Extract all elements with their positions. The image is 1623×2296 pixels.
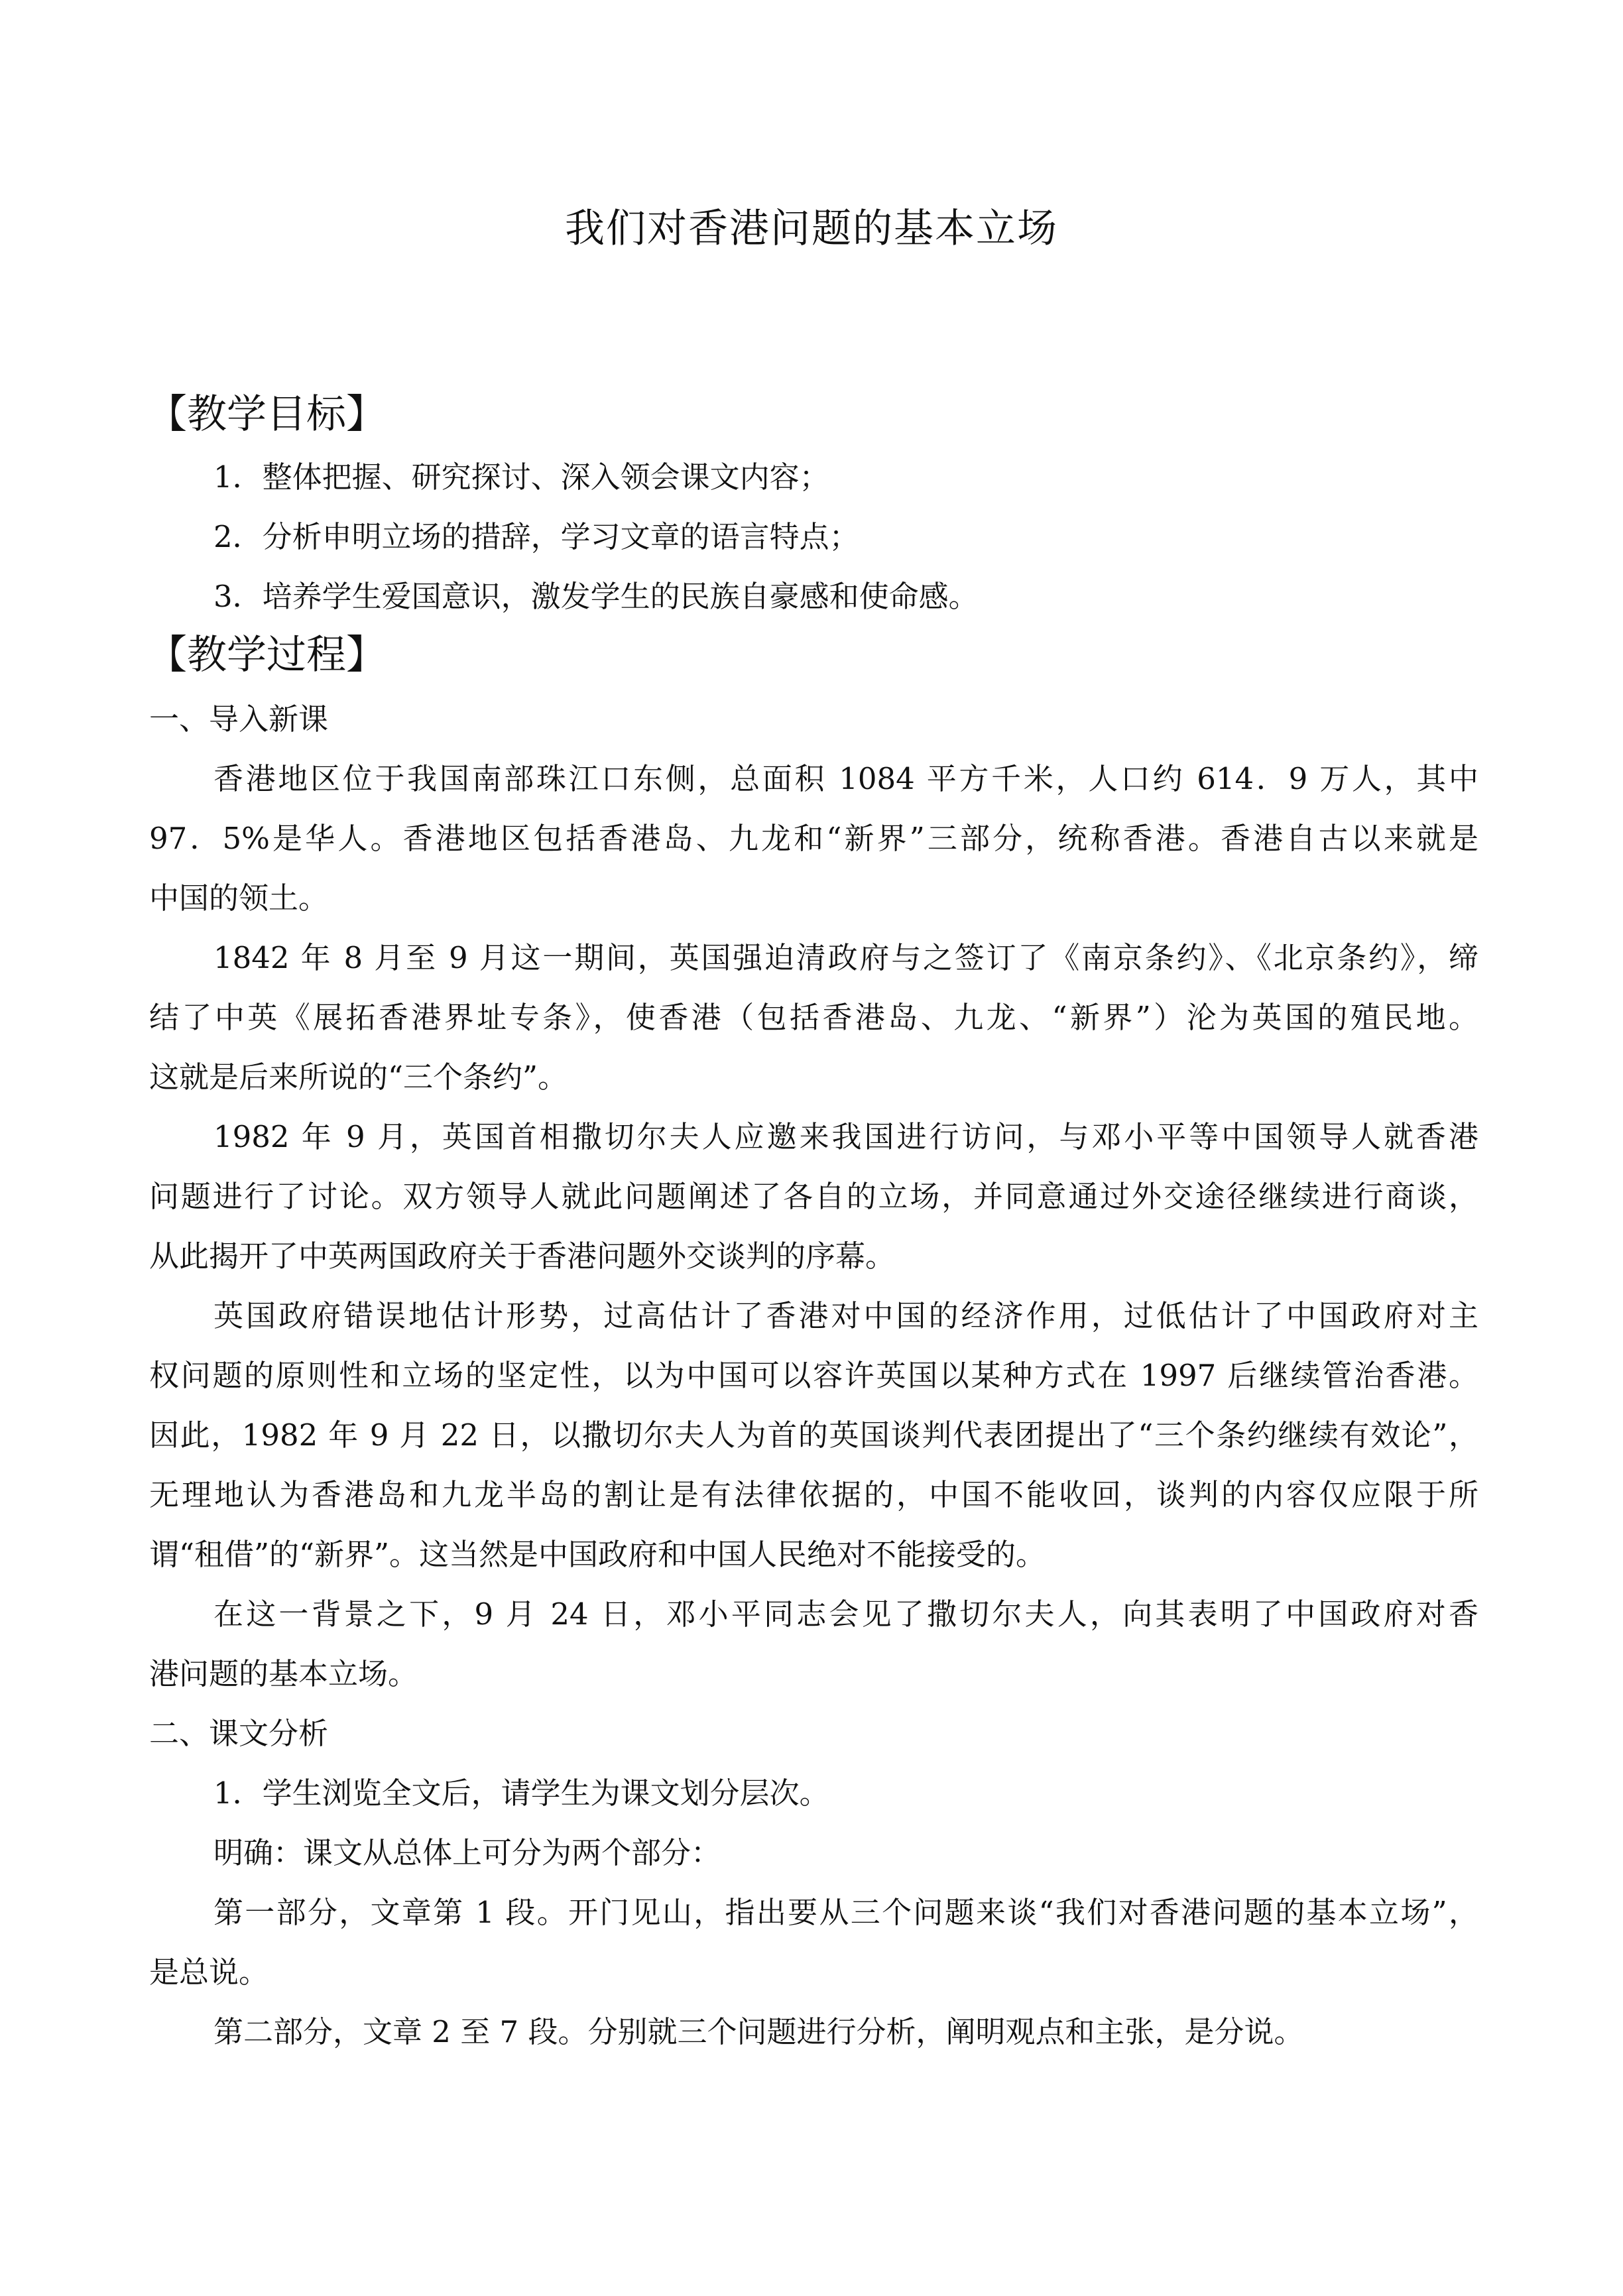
paragraph-line: 中国的领土。 xyxy=(149,880,329,916)
paragraph-line: 谓“租借”的“新界”。这当然是中国政府和中国人民绝对不能接受的。 xyxy=(149,1537,1046,1572)
paragraph-line: 英国政府错误地估计形势，过高估计了香港对中国的经济作用，过低估计了中国政府对主 xyxy=(213,1298,1478,1333)
objective-item: 1．整体把握、研究探讨、深入领会课文内容； xyxy=(213,459,829,495)
paragraph-line: 是总说。 xyxy=(149,1955,269,1990)
paragraph-line: 第二部分，文章 2 至 7 段。分别就三个问题进行分析，阐明观点和主张，是分说。 xyxy=(213,2014,1304,2049)
paragraph-line: 问题进行了讨论。双方领导人就此问题阐述了各自的立场，并同意通过外交途径继续进行商谈， xyxy=(149,1179,1478,1214)
paragraph-line: 明确：课文从总体上可分为两个部分： xyxy=(213,1835,721,1870)
paragraph-line: 97．5%是华人。香港地区包括香港岛、九龙和“新界”三部分，统称香港。香港自古以来就是 xyxy=(149,821,1478,856)
paragraph-line: 权问题的原则性和立场的坚定性，以为中国可以容许英国以某种方式在 1997 后继续管治香港。 xyxy=(149,1358,1478,1393)
paragraph-line: 因此，1982 年 9 月 22 日，以撒切尔夫人为首的英国谈判代表团提出了“三个条约继续有效论”， xyxy=(149,1418,1478,1453)
paragraph-line: 这就是后来所说的“三个条约”。 xyxy=(149,1059,568,1095)
paragraph-line: 1．学生浏览全文后，请学生为课文划分层次。 xyxy=(213,1776,829,1811)
objectives-heading: 【教学目标】 xyxy=(147,391,386,438)
objective-item: 3．培养学生爱国意识，激发学生的民族自豪感和使命感。 xyxy=(213,579,979,614)
part1-heading: 一、导入新课 xyxy=(149,701,329,737)
paragraph-line: 在这一背景之下，9 月 24 日，邓小平同志会见了撒切尔夫人，向其表明了中国政府对香 xyxy=(213,1597,1478,1632)
paragraph-line: 无理地认为香港岛和九龙半岛的割让是有法律依据的，中国不能收回，谈判的内容仅应限于所 xyxy=(149,1477,1478,1512)
paragraph-line: 从此揭开了中英两国政府关于香港问题外交谈判的序幕。 xyxy=(149,1239,896,1274)
paragraph-line: 港问题的基本立场。 xyxy=(149,1656,418,1691)
paragraph-line: 1842 年 8 月至 9 月这一期间，英国强迫清政府与之签订了《南京条约》、《北京条约》，缔 xyxy=(213,940,1478,975)
process-heading: 【教学过程】 xyxy=(147,632,386,678)
document-title: 我们对香港问题的基本立场 xyxy=(565,206,1058,252)
paragraph-line: 第一部分，文章第 1 段。开门见山，指出要从三个问题来谈“我们对香港问题的基本立场”， xyxy=(213,1895,1478,1930)
objective-item: 2．分析申明立场的措辞，学习文章的语言特点； xyxy=(213,519,859,554)
paragraph-line: 结了中英《展拓香港界址专条》，使香港（包括香港岛、九龙、“新界”）沦为英国的殖民地。 xyxy=(149,1000,1478,1035)
paragraph-line: 香港地区位于我国南部珠江口东侧，总面积 1084 平方千米，人口约 614．9 万人，其中 xyxy=(213,761,1478,796)
part2-heading: 二、课文分析 xyxy=(149,1716,329,1751)
paragraph-line: 1982 年 9 月，英国首相撒切尔夫人应邀来我国进行访问，与邓小平等中国领导人就香港 xyxy=(213,1119,1478,1154)
